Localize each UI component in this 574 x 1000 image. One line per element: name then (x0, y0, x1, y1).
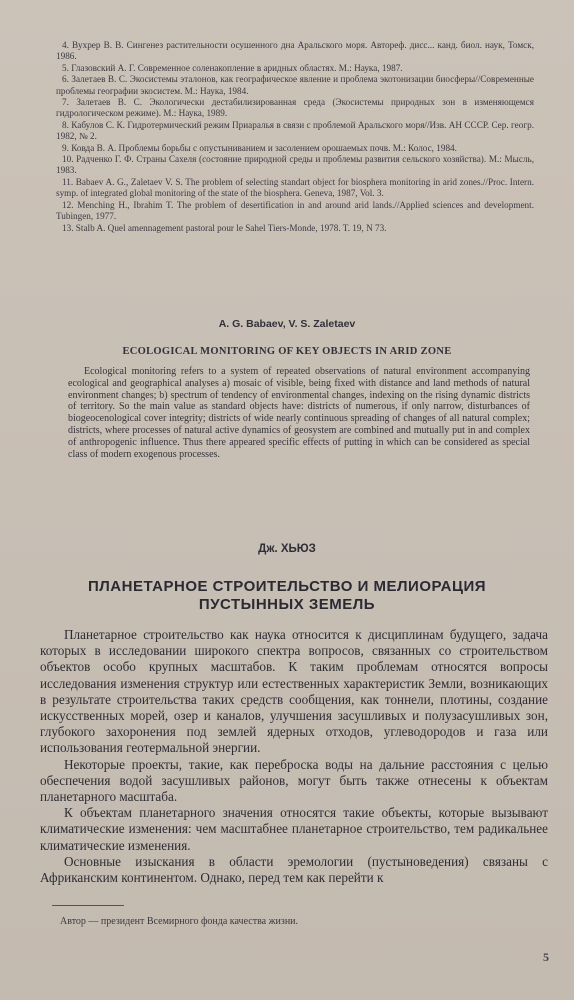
reference-item: 6. Залетаев В. С. Экосистемы эталонов, как географическое явление и проблема экотонизации биосферы//Современные проблемы географии экосистем. М.: Наука, 1984. (56, 74, 534, 96)
page-mark: 5 (543, 950, 549, 964)
body-paragraph: Планетарное строительство как наука относится к дисциплинам будущего, задача которых в исследовании широкого спектра вопросов, связанных со строительством объектов особо крупных масштабов. К таким проблемам относятся вопросы исследования изменения структур или естественных характеристик Земли, возникающих в результате строительства таких средств сообщения, как тоннели, плотины, создание искусственных морей, озер и каналов, улучшения засушливых и полузасушливых зон, глубокого захоронения под землей ядерных отходов, углеводородов и газа или использования геотермальной энергии. (40, 627, 548, 756)
english-authors: A. G. Babaev, V. S. Zaletaev (218, 318, 356, 330)
reference-item: 10. Радченко Г. Ф. Страны Сахеля (состояние природной среды и проблемы развития сельского хозяйства). М.: Мысль, 1983. (56, 154, 534, 176)
article-title-line: ПУСТЫННЫХ ЗЕМЕЛЬ (198, 596, 376, 613)
reference-item: 8. Кабулов С. К. Гидротермический режим Приаралья в связи с проблемой Аральского моря//Изв. АН СССР. Сер. геогр. 1982, № 2. (56, 119, 534, 142)
article-body (40, 627, 548, 886)
body-paragraph: Основные изыскания в области эремологии (пустыноведения) связаны с Африканским континентом. Однако, перед тем как перейти к (40, 853, 548, 886)
reference-item: 9. Ковда В. А. Проблемы борьбы с опустыниванием и засолением орошаемых почв. М.: Колос, 1984. (62, 142, 457, 153)
reference-item: 12. Menching H., Ibrahim T. The problem of desertification in and around arid lands.//Applied sciences and development. Tubingen, 1977. (56, 199, 534, 222)
english-abstract (68, 366, 530, 460)
body-paragraph: К объектам планетарного значения относятся такие объекты, которые вызывают климатические изменения: чем масштабнее планетарное строительство, тем радикальнее климатические изменения. (40, 805, 548, 853)
article-title (0, 578, 574, 614)
english-title: ECOLOGICAL MONITORING OF KEY OBJECTS IN ARID ZONE (122, 346, 452, 357)
reference-list (56, 40, 534, 234)
abstract-text: Ecological monitoring refers to a system of repeated observations of natural environment accompanying ecological and geographical analyses a) mosaic of visible, being fixed with distance and land methods of natural environment changes; b) spectrum of tendency of environmental changes, indexing on the rising dynamic districts of territory. So the main value as standard objects have: districts of numerous, if only narrow, disturbances of biogeocenological cover integrity; districts of wide nearly continuous spreading of changes of all natural complex; districts, where processes of natural active dynamics of geosystem are combined and mutually put in and complex of anthropogenic influence. Thus there appeared specific effects of putting in which can be considered as special class of modern exogenous processes. (68, 366, 530, 460)
article-author: Дж. ХЬЮЗ (258, 543, 316, 555)
body-paragraph: Некоторые проекты, такие, как переброска воды на дальние расстояния с целью обеспечения водой засушливых районов, могут быть также отнесены к объектам планетарного масштаба. (40, 756, 548, 805)
article-title-line: ПЛАНЕТАРНОЕ СТРОИТЕЛЬСТВО И МЕЛИОРАЦИЯ (87, 578, 487, 595)
footnote-rule (52, 905, 124, 906)
reference-item: 11. Babaev A. G., Zaletaev V. S. The problem of selecting standart object for biosphera monitoring in arid zones.//Proc. Intern. symp. of integrated global monitoring of the state of the biosphera. Geneva, 1987, Vol. 3. (56, 176, 534, 199)
reference-item: 7. Залетаев В. С. Экологически дестабилизированная среда (Экосистемы природных зон в изменяющемся гидрологическом режиме). М.: Наука, 1989. (56, 97, 534, 119)
reference-item: 13. Stalb A. Quel amennagement pastoral pour le Sahel Tiers-Monde, 1978. T. 19, N 73. (62, 222, 387, 233)
reference-item: 5. Глазовский А. Г. Современное соленакопление в аридных областях. М.: Наука, 1987. (62, 62, 403, 73)
footnote: Автор — президент Всемирного фонда качества жизни. (60, 916, 299, 927)
reference-item: 4. Вухрер В. В. Сингенез растительности осушенного дна Аральского моря. Автореф. дисс... канд. биол. наук, Томск, 1986. (56, 40, 534, 62)
